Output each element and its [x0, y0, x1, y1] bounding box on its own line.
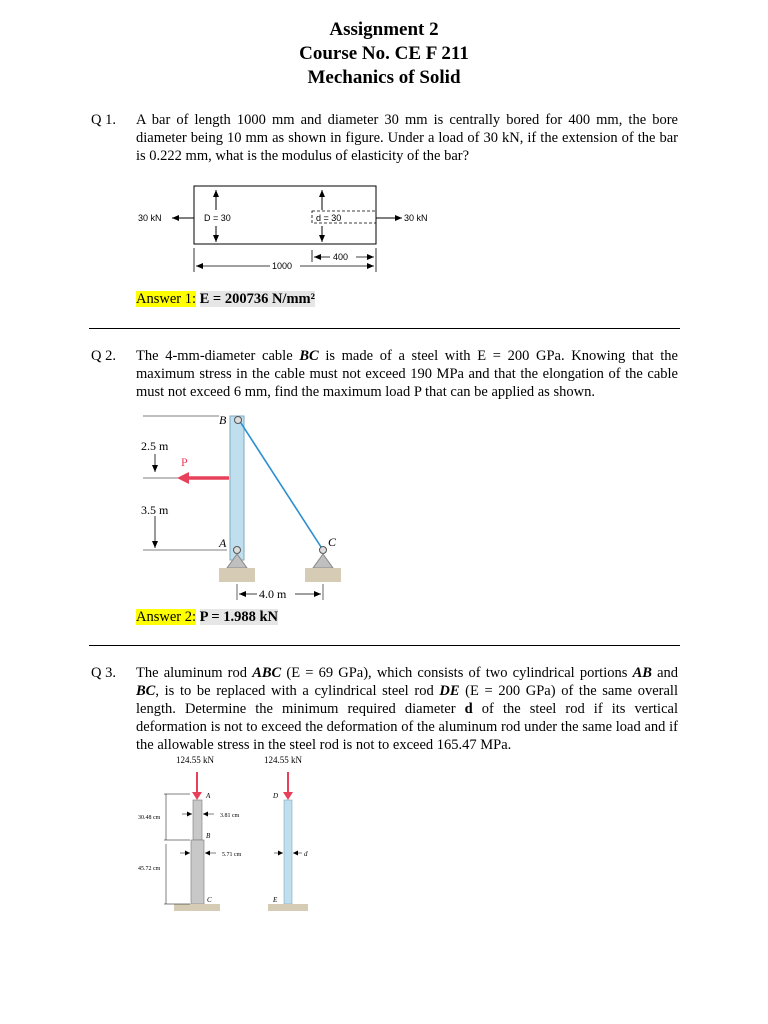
load-p-arrowhead: [177, 472, 189, 484]
label-d: D: [273, 792, 279, 800]
text-part: (E = 69 GPa), which consists of two cylindrical portions: [281, 665, 633, 681]
cable-bc: [239, 420, 323, 550]
rod-bc: [191, 840, 204, 904]
question-number: Q 2.: [91, 348, 116, 364]
dim-upper-label: 2.5 m: [141, 439, 169, 453]
answer-value: P = 1.988 kN: [199, 609, 278, 625]
text-part: and: [651, 665, 679, 681]
dia-upper-label: 3.81 cm: [220, 813, 240, 819]
dia-steel-label: d: [304, 850, 308, 858]
load-right-label: 124.55 kN: [264, 755, 302, 765]
text-part-de: DE: [439, 683, 460, 699]
q1-bar-figure: [130, 180, 440, 280]
answer-2: [136, 608, 278, 626]
label-a: A: [206, 792, 211, 800]
text-part: of the steel rod if its vertical deformation is not to exceed the deformation of the aluminum rod under the same load and if the allowable stress in the steel rod is not to exceed 165.47 MPa.: [136, 701, 678, 753]
question-number: Q 3.: [91, 665, 116, 681]
pin-b: [235, 417, 242, 424]
text-part: The 4-mm-diameter cable: [136, 348, 300, 364]
label-e: E: [273, 896, 278, 904]
length-total-label: 1000: [272, 261, 293, 271]
ground-a: [219, 568, 255, 582]
label-b: B: [219, 413, 227, 427]
label-a: A: [219, 536, 227, 550]
post: [230, 416, 244, 560]
pin-c: [320, 547, 327, 554]
course-number: Course No. CE F 211: [299, 43, 469, 64]
right-load-label: 30 kN: [404, 213, 428, 223]
question-number: Q 1.: [91, 112, 116, 128]
dia-lower-label: 5.71 cm: [222, 852, 242, 858]
text-part-bc: BC: [136, 683, 156, 699]
ground-c: [305, 568, 341, 582]
load-right-arrowhead: [283, 792, 293, 800]
question-text: [136, 347, 678, 401]
dim-lower-label: 3.5 m: [141, 503, 169, 517]
text-part: , is to be replaced with a cylindrical steel rod: [155, 683, 440, 699]
load-left-arrowhead: [192, 792, 202, 800]
divider: [89, 645, 680, 646]
rod-de: [284, 800, 292, 904]
load-left-label: 124.55 kN: [176, 755, 214, 765]
assignment-title: Assignment 2: [329, 19, 439, 40]
assignment-header: [0, 18, 768, 90]
course-name: Mechanics of Solid: [307, 67, 461, 88]
text-part-abc: ABC: [252, 665, 282, 681]
rod-ab: [193, 800, 202, 840]
label-p: P: [181, 455, 188, 469]
text-part: is made of a steel with E = 200 GPa. Knowing that the maximum stress in the cable must not exceed 190 MPa and that the elongation of the cable must not exceed 6 mm, find the maximum load P that can be applied as shown.: [136, 348, 678, 400]
label-b: B: [206, 832, 211, 840]
len-upper-label: 30.48 cm: [138, 815, 161, 821]
text-part: The aluminum rod: [136, 665, 253, 681]
length-bore-label: 400: [333, 252, 349, 262]
text-part-d: d: [464, 701, 473, 717]
label-c: C: [328, 535, 337, 549]
question-text: [136, 664, 678, 754]
base-left: [174, 904, 220, 911]
support-c: [313, 554, 333, 568]
question-text: A bar of length 1000 mm and diameter 30 mm is centrally bored for 400 mm, the bore diameter being 10 mm as shown in figure. Under a load of 30 kN, if the extension of the bar is 0.222 mm, what is the modulus of elasticity of the bar?: [136, 112, 678, 164]
outer-diameter-label: D = 30: [204, 213, 231, 223]
answer-value: E = 200736 N/mm²: [199, 291, 315, 307]
base-right: [268, 904, 308, 911]
text-part: (E = 200 GPa) of the same overall length. Determine the minimum required diameter: [136, 683, 678, 717]
answer-label: Answer 2:: [136, 609, 197, 625]
len-lower-label: 45.72 cm: [138, 866, 161, 872]
text-part-bc: BC: [299, 348, 319, 364]
answer-1: [136, 290, 315, 308]
text-part-ab: AB: [632, 665, 652, 681]
q3-rods-figure: [130, 752, 330, 917]
divider: [89, 328, 680, 329]
pin-a: [234, 547, 241, 554]
answer-label: Answer 1:: [136, 291, 197, 307]
q2-post-cable-figure: [135, 410, 360, 605]
dim-horizontal-label: 4.0 m: [259, 587, 287, 601]
label-c: C: [207, 896, 212, 904]
bore-diameter-label: d = 30: [316, 213, 342, 223]
left-load-label: 30 kN: [138, 213, 162, 223]
